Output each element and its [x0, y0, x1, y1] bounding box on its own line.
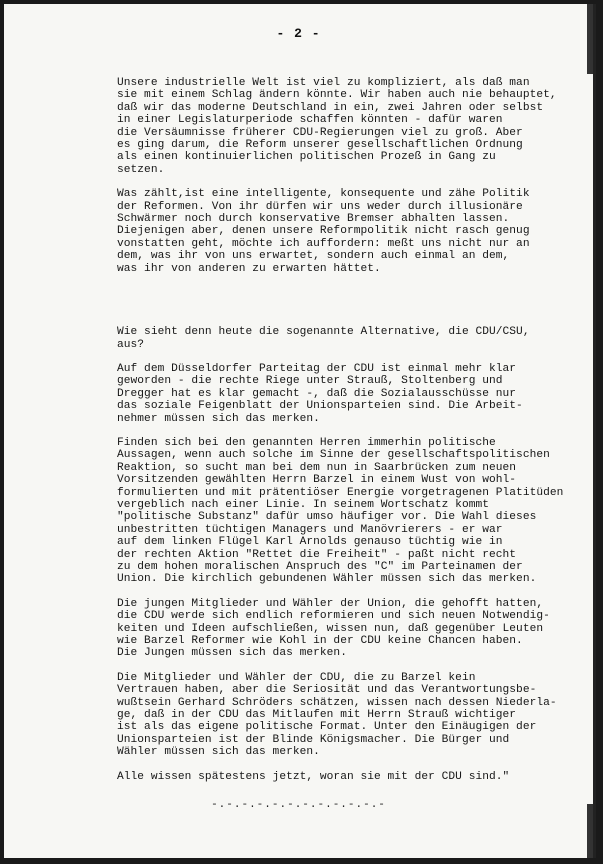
- scan-edge-mark: [587, 804, 593, 858]
- paragraph: Die jungen Mitglieder und Wähler der Union, die gehofft hatten, die CDU werde sich endlich reformieren und sich neuen Notwendig- keiten und Ideen aufschließen, wissen nun, daß gegenüber Leuten wie Barzel Reformer wie Kohl in der CDU keine Chancen haben. Die Jungen müssen sich das merken.: [117, 597, 550, 660]
- paragraph: Wie sieht denn heute die sogenannte Alternative, die CDU/CSU, aus?: [117, 326, 530, 351]
- paragraph: Unsere industrielle Welt ist viel zu kompliziert, als daß man sie mit einem Schlag ändern könnte. Wir haben auch nie behauptet, daß wir das moderne Deutschland in ein, zwei Jahren oder selbst in einer Legislaturperiode schaffen könnten - dafür waren die Versäumnisse früherer CDU-Regierungen viel zu groß. Aber es ging darum, die Reform unserer gesellschaftlichen Ordnung als einen kontinuierlichen politischen Prozeß in Gang zu setzen.: [117, 77, 557, 176]
- document-page: [4, 4, 596, 858]
- paragraph: Finden sich bei den genannten Herren immerhin politische Aussagen, wenn auch solche im Sinne der gesellschaftspolitischen Reaktion, so sucht man bei dem nun in Saarbrücken zum neuen Vorsitzenden gewählten Herrn Barzel in einem Wust von wohl- formulierten und mit prätentiöser Energie vorgetragenen Platitüden vergeblich nach einer Linie. In seinem Wortschatz kommt "politische Substanz" dafür umso häufiger vor. Die Wahl dieses unbestritten tüchtigen Managers und Manövrierers - er war auf dem linken Flügel Karl Arnolds genauso tüchtig wie in der rechten Aktion "Rettet die Freiheit" - paßt nicht recht zu dem hohen moralischen Anspruch des "C" im Parteinamen der Union. Die kirchlich gebundenen Wähler müssen sich das merken.: [117, 436, 564, 586]
- end-divider: -.-.-.-.-.-.-.-.-.-.-.-: [211, 799, 386, 811]
- paragraph: Auf dem Düsseldorfer Parteitag der CDU ist einmal mehr klar geworden - die rechte Riege unter Strauß, Stoltenberg und Dregger hat es klar gemacht -, daß die Sozialausschüsse nur das soziale Feigenblatt der Unionsparteien sind. Die Arbeit- nehmer müssen sich das merken.: [117, 362, 523, 425]
- paragraph: Die Mitglieder und Wähler der CDU, die zu Barzel kein Vertrauen haben, aber die Seriosität und das Verantwortungsbe- wußtsein Gerhard Schröders schätzen, wissen nach dessen Niederla- ge, daß in der CDU das Mitlaufen mit Herrn Strauß wichtiger ist als das eigene politische Format. Unter den Einäugigen der Unionsparteien ist der Blinde Königsmacher. Die Bürger und Wähler müssen sich das merken.: [117, 671, 557, 759]
- page-number: - 2 -: [276, 26, 321, 41]
- document-body: [117, 77, 587, 783]
- paragraph: Alle wissen spätestens jetzt, woran sie mit der CDU sind.": [117, 770, 510, 783]
- paragraph: Was zählt,ist eine intelligente, konsequente und zähe Politik der Reformen. Von ihr dürfen wir uns weder durch illusionäre Schwärmer noch durch konservative Bremser abhalten lassen. Diejenigen aber, denen unsere Reformpolitik nicht rasch genug vonstatten geht, möchte ich auffordern: meßt uns nicht nur an dem, was ihr von uns erwartet, sondern auch einmal an dem, was ihr von anderen zu erwarten hättet.: [117, 188, 530, 275]
